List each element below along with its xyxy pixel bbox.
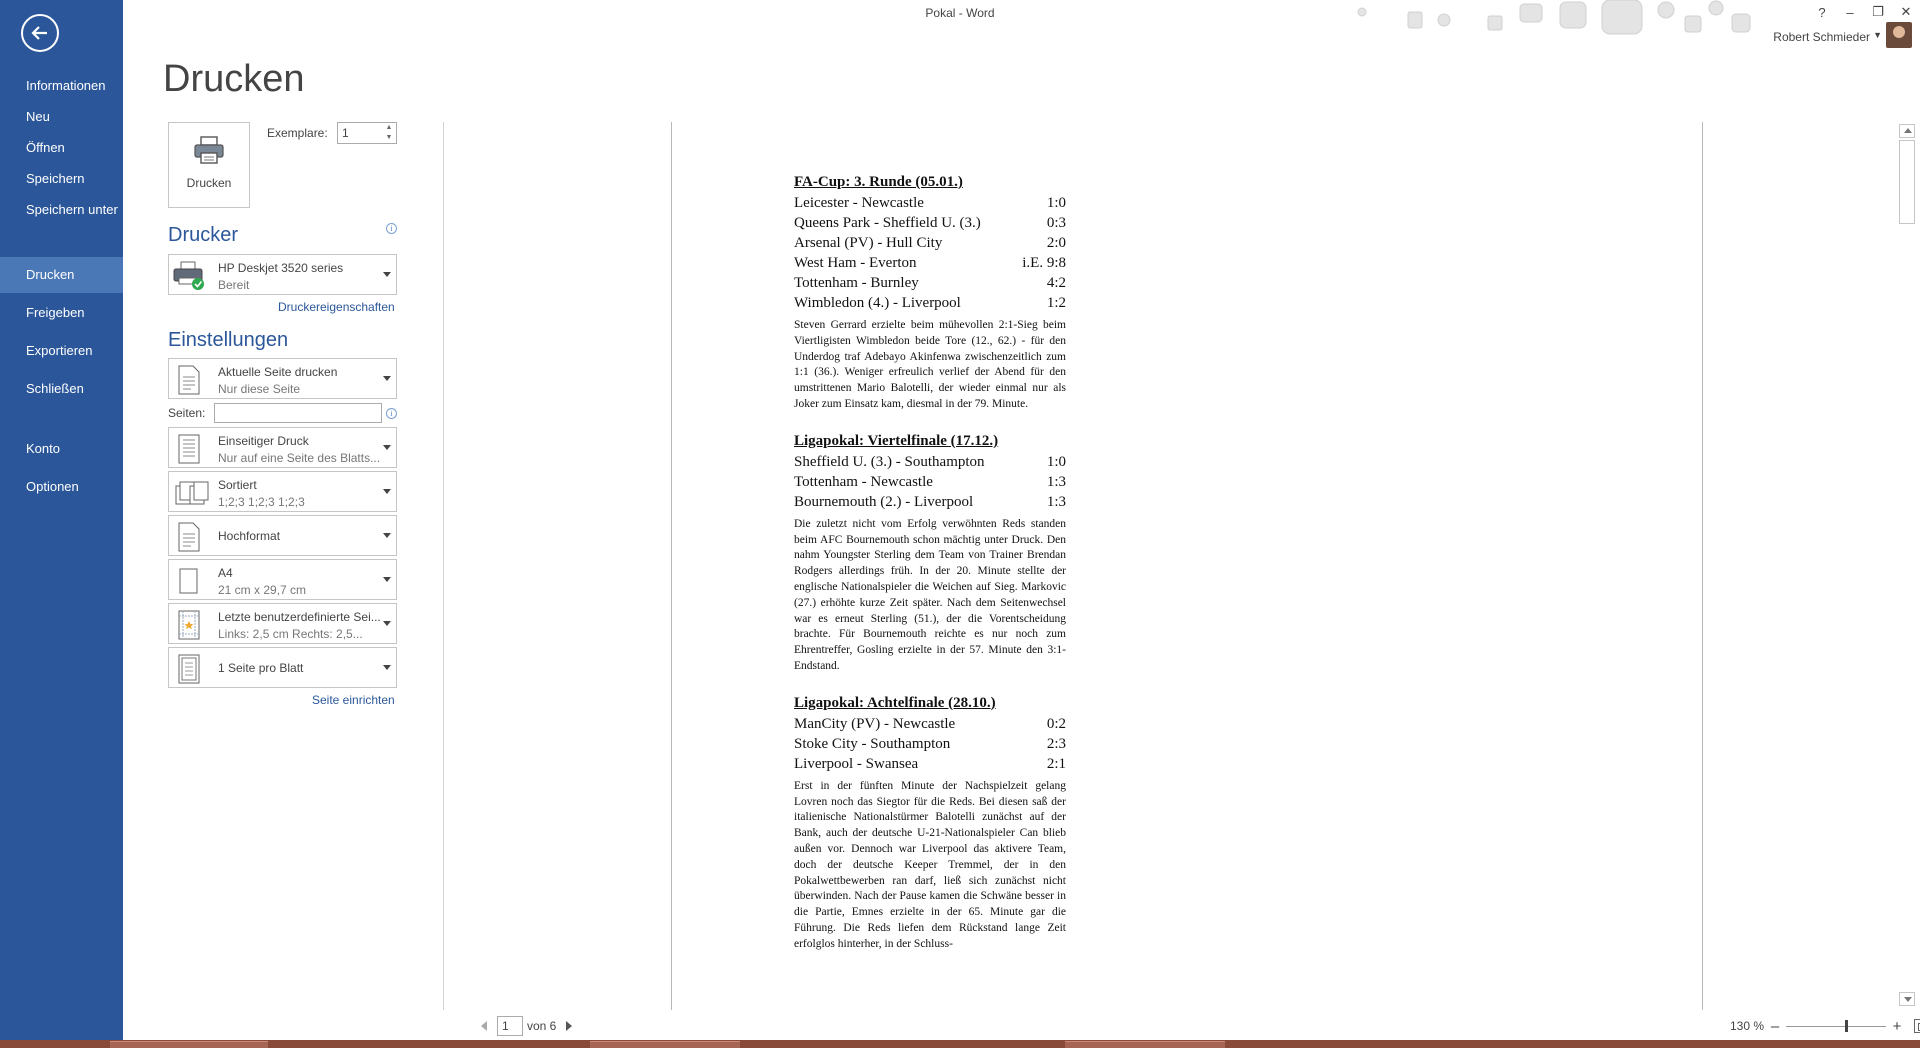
section-paragraph: Steven Gerrard erzielte beim mühevollen 2:1-Sieg beim Viertligisten Wimbledon beide Tore (12., 62.) - für den Underdog traf Adebayo Akinfenwa zwischenzeitlich zum 1:1 (36.). Weniger erfreulich verlief der Abend für den umstrittenen Mario Balotelli, der wieder einmal nur als Joker zum Einsatz kam, diesmal in der 79. Minute. [794, 319, 1066, 410]
sidebar-item-neu[interactable]: Neu [26, 109, 50, 124]
match-teams: Tottenham - Newcastle [794, 473, 933, 490]
zoom-level[interactable]: 130 % [1729, 1019, 1764, 1033]
panel-divider [443, 122, 444, 1010]
zoom-to-page-icon[interactable] [1914, 1019, 1920, 1033]
match-row [794, 714, 1066, 734]
scroll-down-button[interactable] [1899, 992, 1915, 1006]
page-total: von 6 [527, 1019, 557, 1033]
avatar[interactable] [1886, 22, 1912, 48]
zoom-control [1720, 1015, 1920, 1037]
sidebar-item-drucken[interactable]: Drucken [0, 257, 123, 293]
chevron-down-icon [383, 489, 391, 494]
paper-size-value: A4 [218, 566, 233, 580]
paper-size-description: 21 cm x 29,7 cm [218, 583, 307, 597]
document-content [794, 174, 1066, 973]
info-icon[interactable]: i [386, 223, 397, 234]
match-teams: Leicester - Newcastle [794, 195, 924, 211]
taskbar-button[interactable] [110, 1041, 268, 1048]
collation-description: 1;2;3 1;2;3 1;2;3 [218, 495, 305, 509]
taskbar-button[interactable] [590, 1041, 740, 1048]
match-row [794, 293, 1066, 313]
pages-input[interactable] [214, 403, 382, 423]
match-teams: Sheffield U. (3.) - Southampton [794, 453, 985, 470]
zoom-out-button[interactable]: – [1770, 1017, 1780, 1035]
match-score: 1:0 [1046, 453, 1066, 470]
printer-properties-link[interactable]: Druckereigenschaften [278, 300, 395, 314]
sidebar-item-oeffnen[interactable]: Öffnen [26, 140, 65, 155]
title-bar-decoration-icon [1340, 0, 1780, 40]
chevron-down-icon [383, 665, 391, 670]
document-icon [175, 434, 203, 464]
print-button-label: Drucken [186, 176, 232, 190]
sidebar-item-speichern[interactable]: Speichern [26, 171, 85, 186]
match-score: 0:3 [1046, 215, 1066, 231]
match-row [794, 193, 1066, 213]
help-button[interactable]: ? [1818, 4, 1826, 20]
section-paragraph: Erst in der fünften Minute der Nachspielzeit gelang Lovren noch das Siegtor für die Reds. Bei diesen saß der italienische Nationalstürmer Balotelli zunächst auf der Bank, auch der deutsche U-21-Nationalspieler Can blieb außen vor. Dennoch war Liverpool das aktivere Team, doch der deutsche Keeper Tremmel, der in den Pokalwettbewerben ran darf, ließ sich zunächst nicht überwinden. Nach der Pause kamen die Schwäne besser in die Partie, Emnes erzielte in der 65. Minute gar die Führung. Die Reds liefen dem Rückstand lange Zeit erfolglos hinterher, in der Schluss- [794, 779, 1066, 950]
chevron-down-icon [383, 376, 391, 381]
orientation-select[interactable] [168, 515, 397, 556]
match-score: 2:0 [1046, 235, 1066, 251]
match-teams: Bournemouth (2.) - Liverpool [794, 493, 974, 510]
page-navigation [481, 1015, 572, 1037]
zoom-slider-thumb[interactable] [1845, 1020, 1848, 1032]
match-teams: Queens Park - Sheffield U. (3.) [794, 215, 981, 231]
sidebar-item-optionen[interactable]: Optionen [26, 479, 79, 494]
chevron-down-icon[interactable]: ▼ [1873, 30, 1882, 40]
match-score: i.E. 9:8 [1022, 255, 1066, 271]
zoom-slider[interactable] [1786, 1026, 1886, 1027]
match-teams: Liverpool - Swansea [794, 755, 919, 772]
close-button[interactable]: ✕ [1900, 4, 1912, 19]
print-range-select[interactable] [168, 358, 397, 399]
print-range-description: Nur diese Seite [218, 382, 301, 396]
previous-page-icon[interactable] [481, 1021, 487, 1031]
match-row [794, 233, 1066, 253]
settings-section-header: Einstellungen [168, 329, 289, 351]
match-teams: Stoke City - Southampton [794, 735, 951, 752]
match-score: 1:2 [1046, 295, 1066, 311]
orientation-value: Hochformat [218, 529, 281, 543]
taskbar [0, 1040, 1920, 1048]
match-row [794, 734, 1066, 754]
collation-value: Sortiert [218, 478, 257, 492]
sidebar-item-speichern-unter[interactable]: Speichern unter [26, 202, 118, 217]
taskbar-button[interactable] [1065, 1041, 1225, 1048]
match-row [794, 213, 1066, 233]
user-name[interactable]: Robert Schmieder [1773, 30, 1870, 44]
sidebar-item-schliessen[interactable]: Schließen [26, 381, 84, 396]
duplex-description: Nur auf eine Seite des Blatts... [218, 451, 381, 465]
window-title: Pokal - Word [925, 6, 995, 20]
preview-scrollbar[interactable] [1898, 122, 1916, 1008]
match-teams: ManCity (PV) - Newcastle [794, 715, 956, 732]
match-row [794, 253, 1066, 273]
match-score: 0:2 [1046, 715, 1066, 732]
restore-button[interactable]: ❐ [1872, 4, 1884, 19]
sidebar-item-informationen[interactable]: Informationen [26, 78, 106, 93]
match-row [794, 273, 1066, 293]
section-heading: Ligapokal: Viertelfinale (17.12.) [794, 432, 999, 449]
copies-label: Exemplare: [267, 126, 328, 140]
chevron-down-icon [383, 577, 391, 582]
print-preview-page [671, 122, 1703, 1010]
printer-icon [172, 259, 206, 291]
copies-spin-buttons[interactable]: ▲ ▼ [385, 124, 393, 141]
match-score: 1:3 [1046, 493, 1066, 510]
sidebar-item-konto[interactable]: Konto [26, 441, 60, 456]
printer-icon [193, 135, 225, 165]
match-row [794, 452, 1066, 472]
next-page-icon[interactable] [566, 1021, 572, 1031]
match-score: 1:0 [1046, 195, 1066, 211]
pages-per-sheet-value: 1 Seite pro Blatt [218, 661, 304, 675]
match-score: 2:1 [1046, 755, 1066, 772]
print-button[interactable] [168, 122, 250, 208]
match-score: 4:2 [1046, 275, 1066, 291]
chevron-down-icon [383, 272, 391, 277]
sidebar-item-exportieren[interactable]: Exportieren [26, 343, 93, 358]
collation-select[interactable] [168, 471, 397, 512]
match-teams: Arsenal (PV) - Hull City [794, 235, 943, 251]
pages-per-sheet-select[interactable] [168, 647, 397, 688]
match-score: 2:3 [1046, 735, 1066, 752]
match-teams: West Ham - Everton [794, 255, 917, 271]
match-row [794, 472, 1066, 492]
page-title: Drucken [163, 58, 305, 100]
section-heading: FA-Cup: 3. Runde (05.01.) [794, 174, 963, 190]
scroll-thumb[interactable] [1899, 140, 1915, 224]
paper-icon [175, 566, 203, 596]
back-arrow-icon [29, 22, 51, 44]
match-teams: Wimbledon (4.) - Liverpool [794, 295, 961, 311]
margins-icon [175, 610, 203, 640]
pages-label: Seiten: [168, 406, 206, 420]
paper-size-select[interactable] [168, 559, 397, 600]
match-teams: Tottenham - Burnley [794, 275, 919, 291]
margins-description: Links: 2,5 cm Rechts: 2,5... [218, 627, 363, 641]
match-row [794, 754, 1066, 774]
printer-name: HP Deskjet 3520 series [218, 261, 344, 275]
page-setup-link[interactable]: Seite einrichten [312, 693, 395, 707]
printer-select[interactable] [168, 254, 397, 295]
minimize-button[interactable]: – [1846, 4, 1854, 20]
chevron-down-icon [383, 533, 391, 538]
backstage-sidebar [0, 0, 123, 1048]
sidebar-item-freigeben[interactable]: Freigeben [26, 305, 85, 320]
collate-icon [175, 478, 209, 508]
pages-per-sheet-icon [175, 654, 203, 684]
chevron-down-icon [383, 621, 391, 626]
zoom-in-button[interactable]: + [1892, 1017, 1902, 1035]
document-icon [175, 365, 203, 395]
scroll-up-button[interactable] [1899, 124, 1915, 138]
match-score: 1:3 [1046, 473, 1066, 490]
window-controls [1808, 0, 1920, 24]
match-row [794, 492, 1066, 512]
print-range-value: Aktuelle Seite drucken [218, 365, 338, 379]
margins-value: Letzte benutzerdefinierte Sei... [218, 610, 381, 624]
page-number-input[interactable] [497, 1016, 523, 1036]
section-heading: Ligapokal: Achtelfinale (28.10.) [794, 694, 996, 711]
duplex-value: Einseitiger Druck [218, 434, 309, 448]
section-paragraph: Die zuletzt nicht vom Erfolg verwöhnten Reds standen beim AFC Bournemouth schon mächtig unter Druck. Den nahm Youngster Sterling dem Team von Trainer Brendan Rodgers allerdings früh. In der 20. Minute stellte der englische Nationalspieler die Weichen auf Sieg. Markovic (27.) erhöhte kurze Zeit später. Nach dem Seitenwechsel war es erneut Sterling (51.), der die Vorentscheidung brachte. Für Bournemouth reichte es nur noch zum Ehrentreffer, Gosling erzielte in der 57. Minute den 3:1-Endstand. [794, 517, 1066, 672]
chevron-down-icon [383, 445, 391, 450]
portrait-icon [175, 522, 203, 552]
printer-section-header: Drucker [168, 224, 239, 246]
duplex-select[interactable] [168, 427, 397, 468]
info-icon[interactable]: i [386, 408, 397, 419]
printer-status: Bereit [218, 278, 250, 292]
margins-select[interactable] [168, 603, 397, 644]
